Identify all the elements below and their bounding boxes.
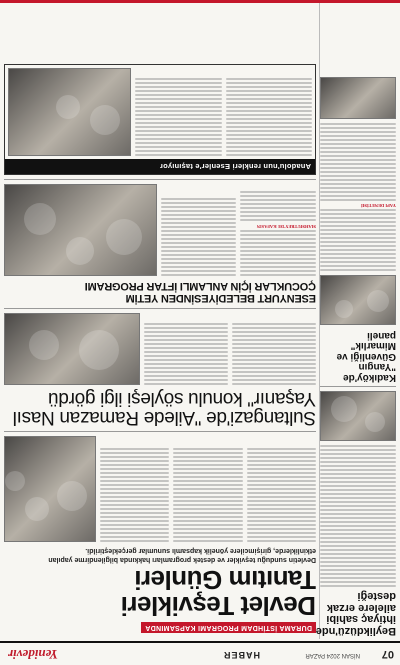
box-title: Anadolu'nun renkleri Esenler'e taşınıyor: [5, 159, 315, 174]
issue-info: NİSAN 2024 PAZAR: [305, 652, 360, 658]
left-story2-photo: [320, 276, 396, 326]
third-body: [241, 184, 317, 276]
third-subhead: MAHMUTBEY'DE KAFASIN: [256, 224, 316, 229]
page-number: 07: [381, 648, 394, 660]
left-story1-body: [320, 445, 396, 587]
lead-body: [4, 436, 316, 542]
second-body: [232, 313, 316, 385]
left-column: [315, 3, 396, 639]
footer-rule: [0, 0, 400, 3]
left-subhead: YAPI DENETİMİ: [361, 203, 396, 209]
newspaper-logo: Yenidevir: [8, 647, 58, 662]
second-photo: [4, 313, 140, 385]
lead-deck: Devletin sunduğu teşvikler ve destek programları hakkında bilgilendirme yapılan etkinliklerde, girişimcilere yönelik kapsamlı sunumlar gerçekleştirildi.: [48, 547, 316, 563]
left-story1-headline: Beylikdüzü'nde ihtiyaç sahibi ailelere erzak desteği: [315, 590, 396, 637]
lead-headline-line1: Devlet Teşvikleri: [121, 591, 316, 621]
left-bottom-photo: [320, 77, 396, 119]
lead-photo: [4, 436, 96, 542]
lead-story: [4, 436, 316, 639]
third-photo: [4, 184, 157, 276]
masthead: [0, 641, 400, 665]
box-photo: [8, 68, 131, 156]
third-story: [4, 184, 316, 304]
second-story: [4, 313, 316, 427]
third-headline-line2: ÇOCUKLAR İÇİN ANLAMLI İFTAR PROGRAMI: [84, 280, 316, 292]
left-story1-photo: [320, 391, 396, 441]
second-headline-line2: Yaşanır" konulu söyleşi ilgi gördü: [48, 388, 316, 409]
third-headline-line1: ESENYURT BELEDİYESİNDEN YETİM: [125, 292, 316, 304]
section-label: HABER: [222, 650, 260, 660]
second-headline-line1: Sultangazi'de "Ailede Ramazan Nasıl: [13, 407, 316, 428]
lead-kicker: DURAMA İSTİHDAM PROGRAMI KAPSAMINDA: [141, 622, 316, 633]
lead-headline-line2: Tanıtım Günleri: [134, 565, 316, 595]
lead-headline: [4, 567, 316, 619]
second-headline: [4, 389, 316, 427]
main-area: [4, 3, 316, 639]
left-story2-body: [320, 123, 396, 272]
third-headline: [4, 280, 316, 304]
left-story2-headline: Kadıköy'de "Yangın Güvenliği ve Mimarlık" paneli: [336, 330, 396, 383]
boxed-story: [4, 64, 316, 175]
